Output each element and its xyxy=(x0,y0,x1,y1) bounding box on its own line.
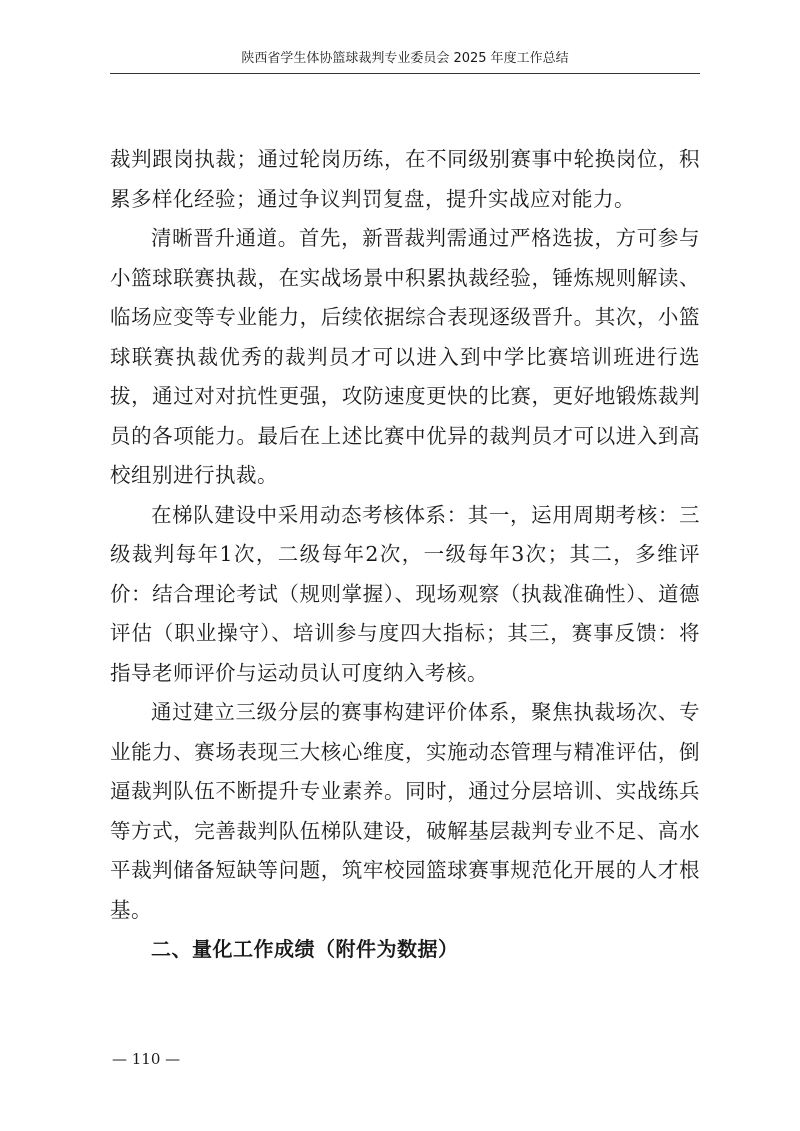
document-body xyxy=(110,140,700,970)
paragraph-continuation: 裁判跟岗执裁；通过轮岗历练，在不同级别赛事中轮换岗位，积累多样化经验；通过争议判罚复盘，提升实战应对能力。 xyxy=(110,147,700,211)
paragraph-promotion-channel: 清晰晋升通道。首先，新晋裁判需通过严格选拔，方可参与小篮球联赛执裁，在实战场景中积累执裁经验，锤炼规则解读、临场应变等专业能力，后续依据综合表现逐级晋升。其次，小篮球联赛执裁优秀的裁判员才可以进入到中学比赛培训班进行选拔，通过对对抗性更强，攻防速度更快的比赛，更好地锻炼裁判员的各项能力。最后在上述比赛中优异的裁判员才可以进入到高校组别进行执裁。 xyxy=(110,226,700,487)
paragraph-dynamic-assessment: 在梯队建设中采用动态考核体系：其一，运用周期考核：三级裁判每年1次，二级每年2次，一级每年3次；其二，多维评价：结合理论考试（规则掌握）、现场观察（执裁准确性）、道德评估（职业操守）、培训参与度四大指标；其三，赛事反馈：将指导老师评价与运动员认可度纳入考核。 xyxy=(110,502,700,685)
page-number: — 110 — xyxy=(112,1050,181,1068)
header-rule xyxy=(110,73,700,74)
section-heading: 二、量化工作成绩（附件为数据） xyxy=(151,937,459,961)
paragraph-evaluation-system: 通过建立三级分层的赛事构建评价体系，聚焦执裁场次、专业能力、赛场表现三大核心维度，实施动态管理与精准评估，倒逼裁判队伍不断提升专业素养。同时，通过分层培训、实战练兵等方式，完善裁判队伍梯队建设，破解基层裁判专业不足、高水平裁判储备短缺等问题，筑牢校园篮球赛事规范化开展的人才根基。 xyxy=(110,700,700,922)
running-header: 陕西省学生体协篮球裁判专业委员会 2025 年度工作总结 xyxy=(241,51,569,66)
